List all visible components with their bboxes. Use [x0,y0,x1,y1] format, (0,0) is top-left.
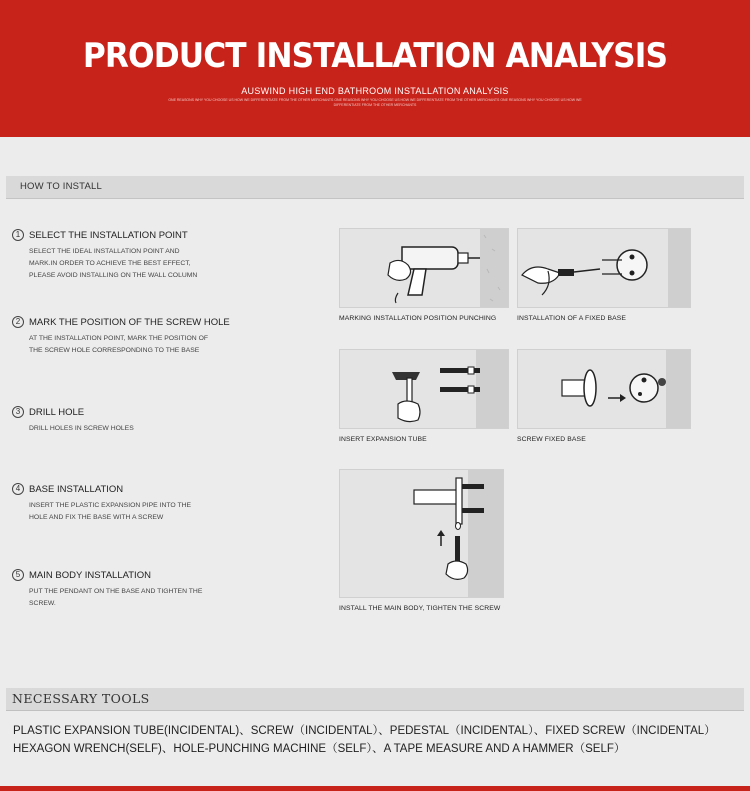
caption-screw-base: SCREW FIXED BASE [517,436,586,443]
caption-drilling: MARKING INSTALLATION POSITION PUNCHING [339,315,497,322]
step-title: MAIN BODY INSTALLATION [29,569,151,581]
section-title: HOW TO INSTALL [20,181,102,192]
step-title: DRILL HOLE [29,406,85,418]
step-number: 4 [12,483,24,495]
necessary-tools-header [6,688,744,711]
step-description: AT THE INSTALLATION POINT, MARK THE POSITION OF THE SCREW HOLE CORRESPONDING TO THE BASE [29,335,209,354]
how-to-install-header [6,176,744,199]
hammer-icon [340,350,508,428]
section-title: NECESSARY TOOLS [12,691,150,706]
step-5 [12,569,312,610]
step-1 [12,229,312,282]
banner-subtitle: AUSWIND HIGH END BATHROOM INSTALLATION ANALYSIS [241,86,509,96]
caption-expansion-tube: INSERT EXPANSION TUBE [339,436,427,443]
step-description: INSERT THE PLASTIC EXPANSION PIPE INTO THE HOLE AND FIX THE BASE WITH A SCREW [29,502,192,521]
illustration-fixed-base [517,228,691,308]
step-number: 5 [12,569,24,581]
illustration-expansion-tube [339,349,509,429]
caption-fixed-base: INSTALLATION OF A FIXED BASE [517,315,627,322]
screwdriver-icon [518,229,690,307]
step-title: BASE INSTALLATION [29,483,124,495]
footer-divider [0,786,750,791]
step-number: 3 [12,406,24,418]
banner-fine-print: ONE REASONS WHY YOU CHOOSE US HOW WE DIFFERENTIATE FROM THE OTHER MERCHANTS ONE REASONS WHY YOU CHOOSE US HOW WE DIFFERENTIATE FROM THE OTHER MERCHANTS ONE REASONS WHY YOU CHOOSE US HOW WE DIFFERENTIATE FROM THE OTHER MERCHANTS [168,98,582,107]
illustration-screw-base [517,349,691,429]
step-number: 1 [12,229,24,241]
step-title: MARK THE POSITION OF THE SCREW HOLE [29,316,230,328]
step-2 [12,316,312,357]
illustration-drilling [339,228,509,308]
tools-list-line-2: HEXAGON WRENCH(SELF)、HOLE-PUNCHING MACHINE（SELF）、A TAPE MEASURE AND A HAMMER（SELF） [13,743,626,755]
step-description: SELECT THE IDEAL INSTALLATION POINT AND MARK.IN ORDER TO ACHIEVE THE BEST EFFECT, PLEASE AVOID INSTALLING ON THE WALL COLUMN [29,248,198,279]
step-title: SELECT THE INSTALLATION POINT [29,229,188,241]
tools-list-line-1: PLASTIC EXPANSION TUBE(INCIDENTAL)、SCREW（INCIDENTAL）、PEDESTAL（INCIDENTAL）、FIXED SCREW（INCIDENTAL） [13,725,716,737]
step-3 [12,406,312,435]
step-description: PUT THE PENDANT ON THE BASE AND TIGHTEN THE SCREW. [29,588,203,607]
drill-icon [340,229,508,307]
header-banner [0,0,750,137]
illustration-main-body [339,469,504,598]
step-description: DRILL HOLES IN SCREW HOLES [29,425,134,432]
step-number: 2 [12,316,24,328]
step-4 [12,483,312,524]
hexagon-wrench-icon [340,470,503,597]
base-plate-icon [518,350,690,428]
page-title: PRODUCT INSTALLATION ANALYSIS [82,36,668,76]
caption-main-body: INSTALL THE MAIN BODY, TIGHTEN THE SCREW [339,605,501,612]
